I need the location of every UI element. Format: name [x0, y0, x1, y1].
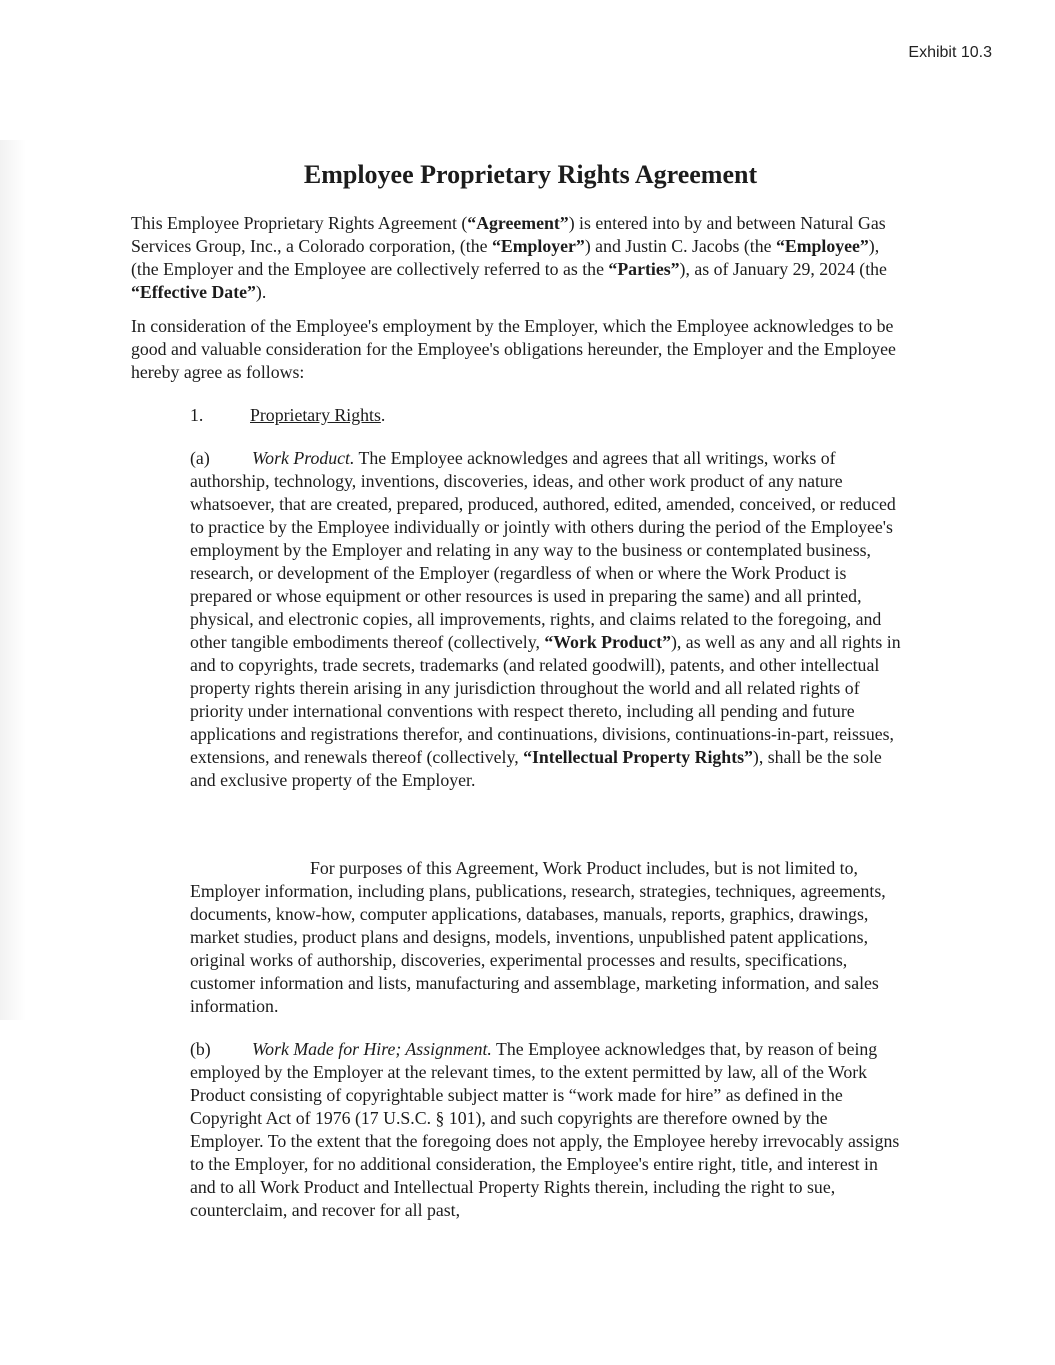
intro-text: ), (the Employer and the Employee are collectively referred to as the — [131, 236, 880, 279]
defined-term-effective-date: “Effective Date” — [131, 282, 256, 302]
defined-term-agreement: “Agreement” — [467, 213, 569, 233]
intro-paragraph — [131, 212, 891, 304]
intro-text: ). — [255, 282, 267, 302]
paragraph-text: ), as well as any and all rights in and to copyrights, trade secrets, trademarks (and related goodwill), patents, and other intellectual property rights therein arising in any jurisdiction throughout the world and all related rights of priority under international conventions with respect thereto, including all pending and future applications and registrations therefor, and continuations, divisions, continuations-in-part, reissues, extensions, and renewals thereof (collectively, — [190, 632, 901, 767]
paragraph-text: The Employee acknowledges and agrees that all writings, works of authorship, technology, inventions, discoveries, ideas, and other work product of any nature whatsoever, that are created, prepared, produced, authored, edited, amended, conceived, or reduced to practice by the Employee individually or jointly with others during the period of the Employee's employment by the Employer and relating in any way to the business or contemplated business, research, or development of the Employer (regardless of when or where the Work Product is prepared or whose equipment or other resources is used in preparing the same) and all printed, physical, and electronic copies, all improvements, rights, and claims related to the foregoing, and other tangible embodiments thereof (collectively, — [190, 448, 896, 652]
section-number: 1. — [190, 405, 204, 425]
paragraph-text: The Employee acknowledges that, by reason of being employed by the Employer at the relevant times, to the extent permitted by law, all of the Work Product consisting of copyrightable subject matter is “work made for hire” as defined in the Copyright Act of 1976 (17 U.S.C. § 101), and such copyrights are therefore owned by the Employer. To the extent that the foregoing does not apply, the Employee hereby irrevocably assigns to the Employer, for no additional consideration, the Employee's entire right, title, and interest in and to all Work Product and Intellectual Property Rights therein, including the right to sue, counterclaim, and recover for all past, — [190, 1039, 900, 1220]
section-title-period: . — [380, 405, 386, 425]
exhibit-label: Exhibit 10.3 — [908, 44, 992, 61]
intro-text: ) and Justin C. Jacobs (the — [584, 236, 776, 256]
paragraph-label: (b) — [190, 1039, 211, 1059]
paragraph-heading: Work Product. — [252, 448, 355, 468]
defined-term-work-product: “Work Product” — [544, 632, 671, 652]
document-title: Employee Proprietary Rights Agreement — [303, 160, 758, 189]
consideration-paragraph: In consideration of the Employee's employment by the Employer, which the Employee acknowledges to be good and valuable consideration for the Employee's obligations hereunder, the Employer and the Employee hereby agree as follows: — [131, 316, 896, 382]
paragraph-heading: Work Made for Hire; Assignment. — [252, 1039, 492, 1059]
defined-term-employee: “Employee” — [775, 236, 869, 256]
paragraph-b — [190, 1038, 902, 1222]
intro-text: ) is entered into by and between Natural Gas Services Group, Inc., a Colorado corporation, (the — [131, 213, 886, 256]
paragraph-label: (a) — [190, 448, 210, 468]
defined-term-parties: “Parties” — [608, 259, 680, 279]
section-title: Proprietary Rights — [250, 405, 381, 425]
paragraph-text: For purposes of this Agreement, Work Product includes, but is not limited to, Employer information, including plans, publications, research, strategies, techniques, agreements, documents, know-how, computer applications, databases, manuals, reports, graphics, drawings, market studies, product plans and designs, models, inventions, unpublished patent applications, original works of authorship, discoveries, experimental processes and results, specifications, customer information and lists, manufacturing and assemblage, marketing information, and sales information. — [190, 858, 886, 1016]
paragraph-a — [190, 447, 902, 792]
intro-text: This Employee Proprietary Rights Agreement ( — [131, 213, 468, 233]
paragraph-text: ), shall be the sole and exclusive property of the Employer. — [190, 747, 882, 790]
section-1-heading — [190, 404, 385, 427]
defined-term-employer: “Employer” — [491, 236, 585, 256]
scan-edge-shadow — [0, 140, 26, 1020]
paragraph-a-continued — [190, 857, 902, 1018]
defined-term-ip-rights: “Intellectual Property Rights” — [523, 747, 753, 767]
intro-text: ), as of January 29, 2024 (the — [679, 259, 887, 279]
